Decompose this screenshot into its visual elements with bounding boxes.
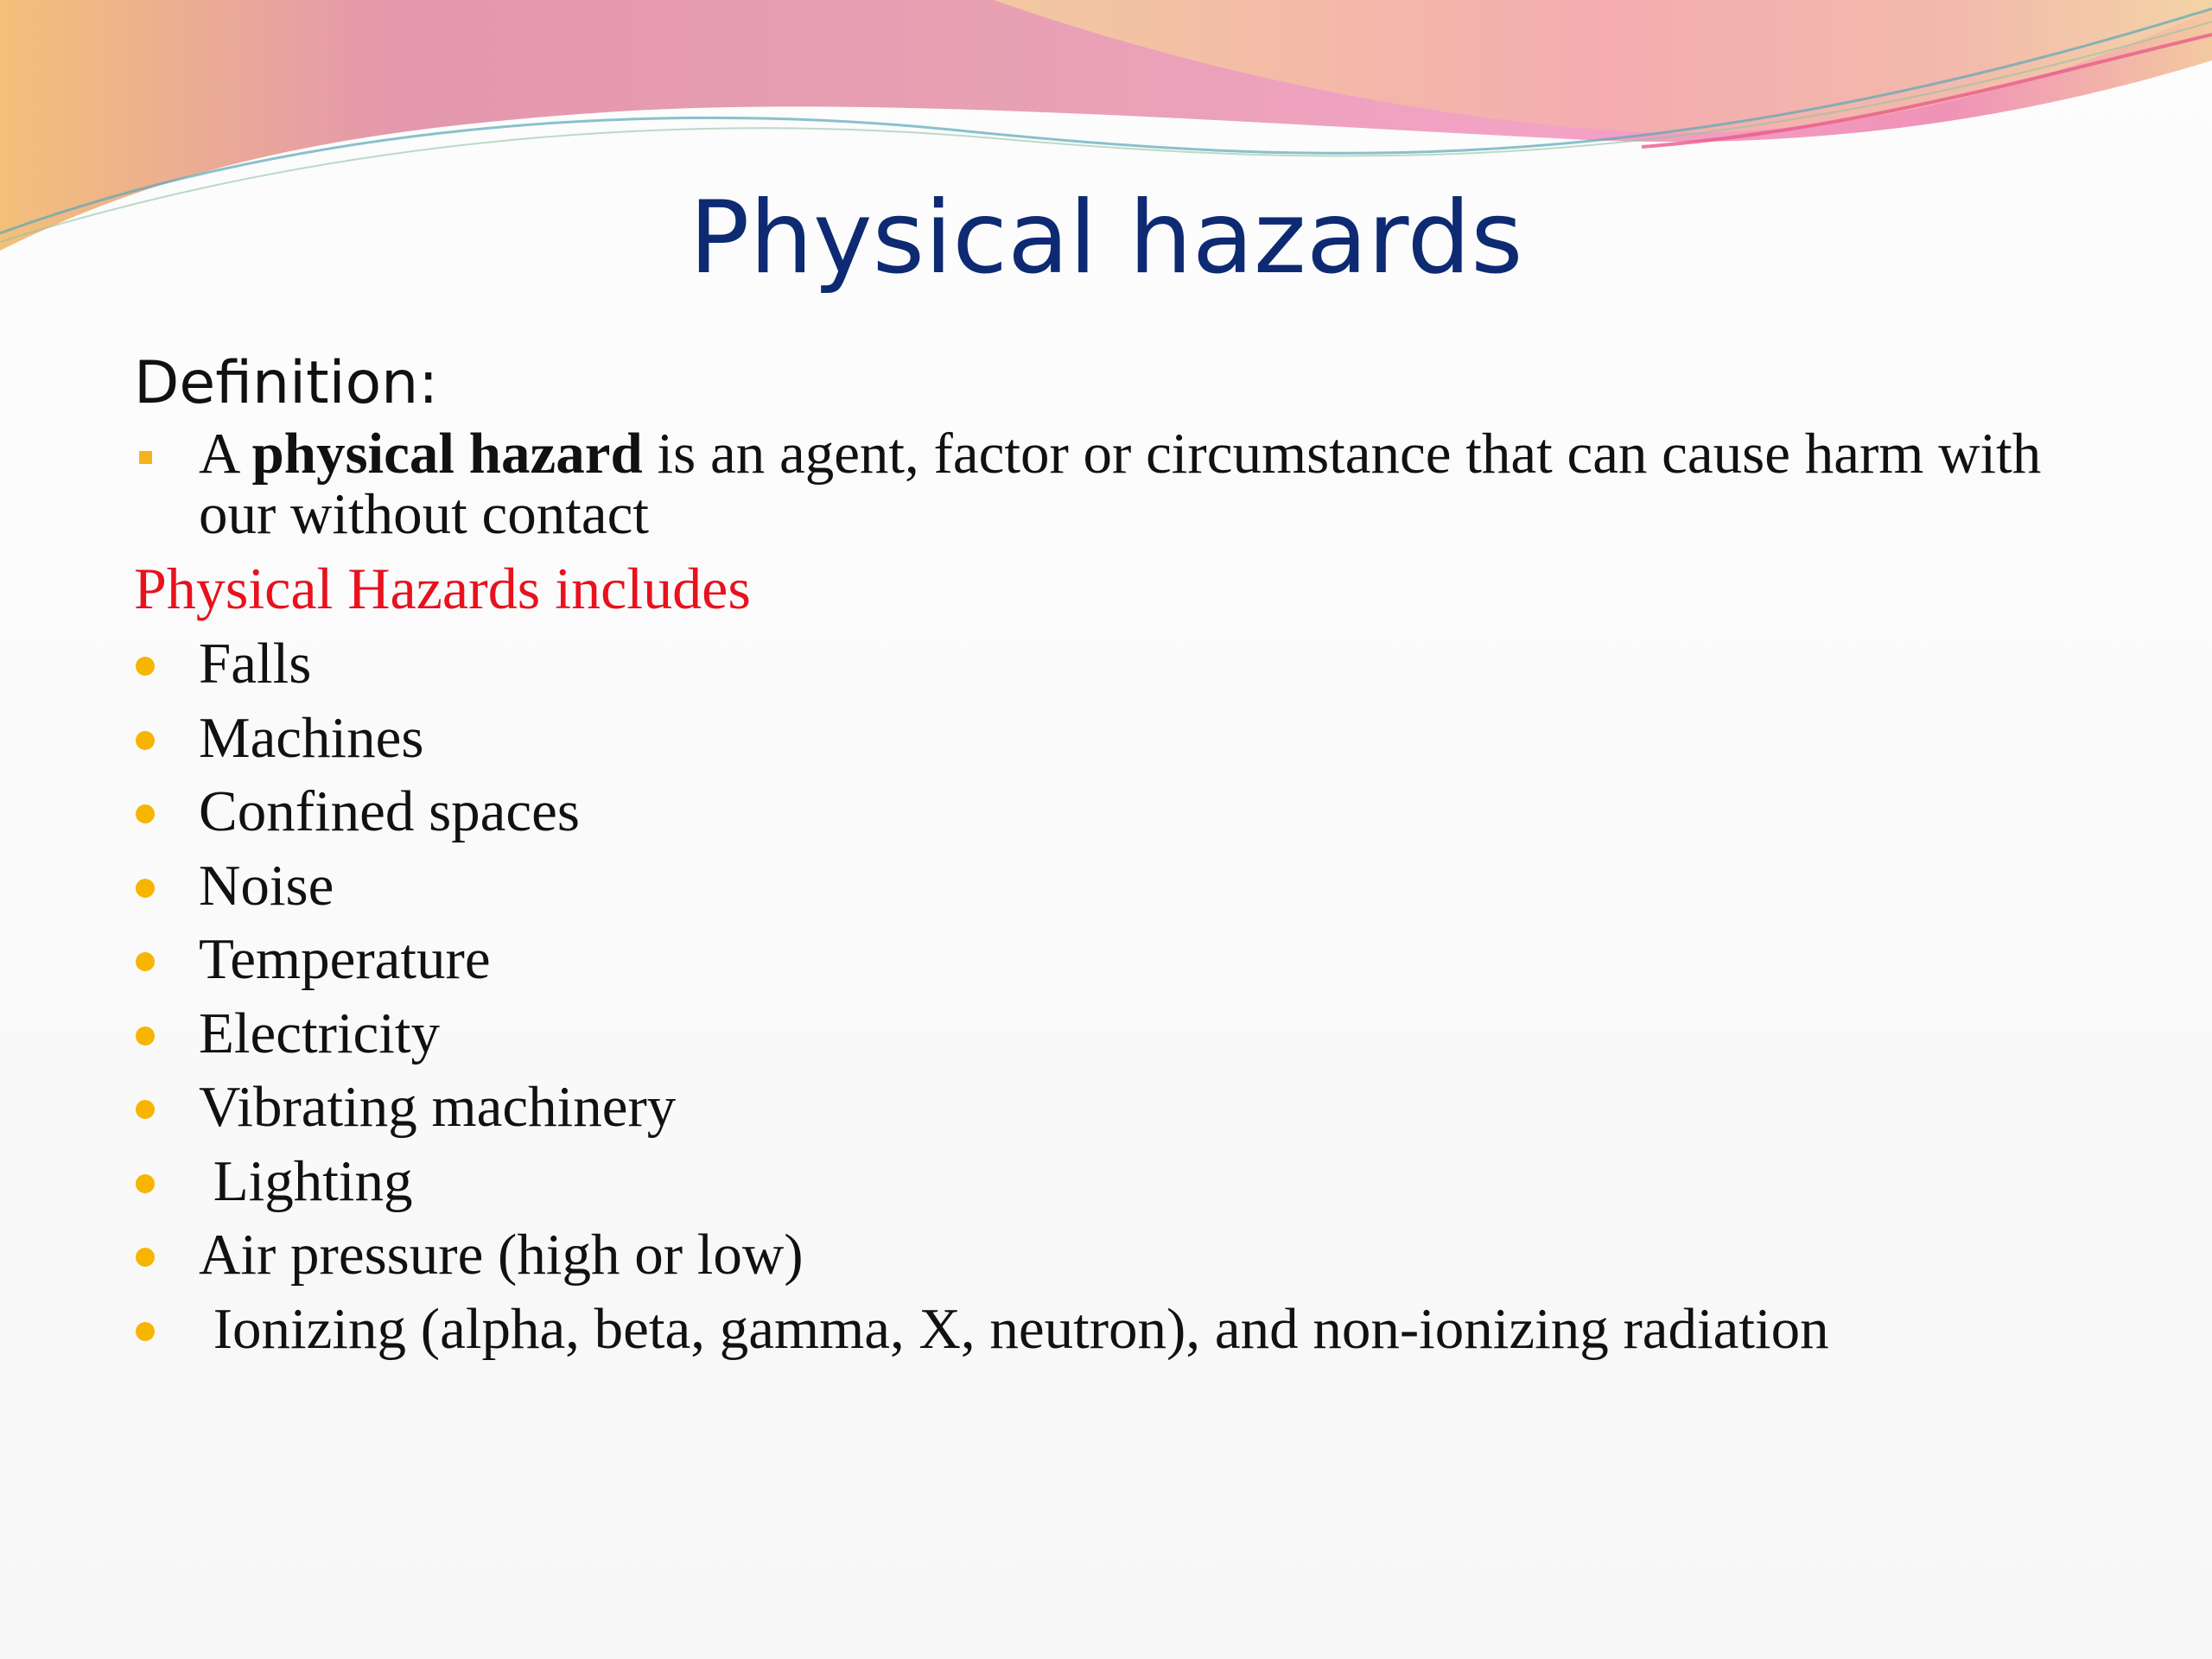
definition-label: Definition: <box>134 349 439 417</box>
definition-prefix: A <box>199 422 252 486</box>
slide-title: Physical hazards <box>689 180 1523 296</box>
round-bullet-icon <box>136 1027 155 1046</box>
definition-term: physical hazard <box>251 422 643 486</box>
round-bullet-icon <box>136 1174 155 1193</box>
square-bullet-icon <box>139 451 152 464</box>
round-bullet-icon <box>136 1248 155 1267</box>
hazard-label: Air pressure (high or low) <box>199 1223 804 1287</box>
hazard-label: Noise <box>199 853 334 918</box>
round-bullet-icon <box>136 1100 155 1119</box>
includes-heading: Physical Hazards includes <box>134 556 751 621</box>
hazard-label: Lighting <box>199 1148 413 1213</box>
round-bullet-icon <box>136 1322 155 1341</box>
hazard-label: Electricity <box>199 1001 441 1065</box>
hazard-label: Vibrating machinery <box>199 1075 677 1139</box>
hazard-label: Confined spaces <box>199 779 580 843</box>
round-bullet-icon <box>136 804 155 823</box>
round-bullet-icon <box>136 657 155 676</box>
definition-text <box>199 423 2078 544</box>
definition-item <box>134 423 2078 544</box>
round-bullet-icon <box>136 731 155 750</box>
hazard-label: Machines <box>199 705 424 770</box>
round-bullet-icon <box>136 952 155 971</box>
hazard-label: Falls <box>199 632 312 696</box>
hazard-label: Temperature <box>199 927 491 991</box>
definition-suffix: is an agent, factor or circumstance that can cause harm with our without contact <box>199 422 2042 546</box>
hazard-label: Ionizing (alpha, beta, gamma, X, neutron), and non-ionizing radiation <box>199 1296 1829 1361</box>
round-bullet-icon <box>136 879 155 898</box>
